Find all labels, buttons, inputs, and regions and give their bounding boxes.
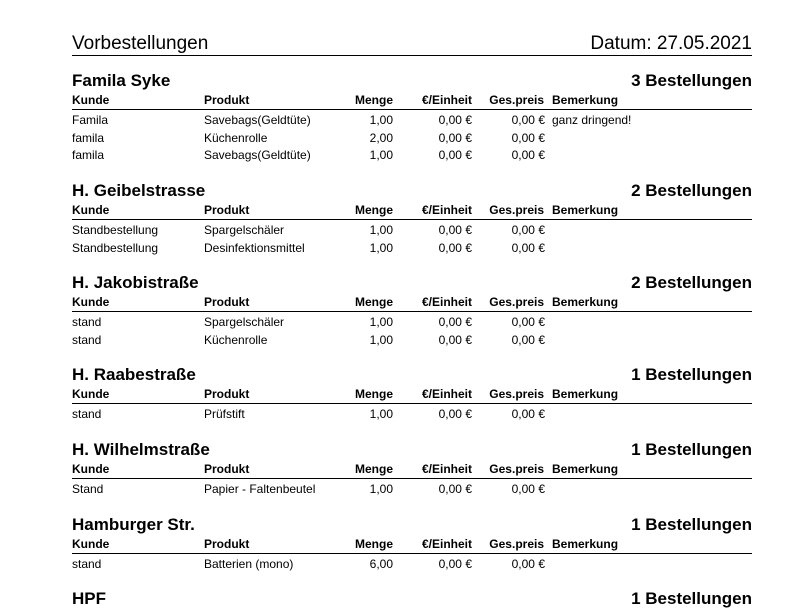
order-rows: [72, 556, 752, 574]
cell-kunde: Famila: [72, 113, 109, 127]
cell-einheit: 0,00 €: [438, 148, 472, 162]
cell-kunde: Standbestellung: [72, 223, 159, 237]
cell-einheit: 0,00 €: [438, 407, 472, 421]
column-header-bemerkung: Bemerkung: [552, 203, 619, 217]
cell-produkt: Prüfstift: [204, 407, 245, 421]
cell-einheit: 0,00 €: [438, 482, 472, 496]
column-header-bemerkung: Bemerkung: [552, 537, 619, 551]
column-header-einheit: €/Einheit: [421, 537, 472, 551]
group-title: Famila Syke: [72, 71, 171, 90]
cell-gespreis: 0,00 €: [511, 223, 545, 237]
column-header-menge: Menge: [354, 203, 393, 217]
cell-kunde: Stand: [72, 482, 104, 496]
group-order-count: 1 Bestellungen: [631, 440, 752, 459]
cell-menge: 2,00: [369, 130, 393, 145]
column-header-gespreis: Ges.preis: [489, 387, 544, 401]
column-header-kunde: Kunde: [72, 462, 110, 476]
column-header-row: [72, 387, 752, 404]
column-header-menge: Menge: [354, 537, 393, 551]
cell-menge: 1,00: [369, 240, 393, 255]
column-header-bemerkung: Bemerkung: [552, 387, 619, 401]
group-title: H. Wilhelmstraße: [72, 440, 210, 459]
cell-produkt: Savebags(Geldtüte): [204, 113, 311, 127]
order-rows: [72, 314, 752, 349]
column-header-gespreis: Ges.preis: [489, 295, 544, 309]
cell-menge: 1,00: [369, 315, 393, 329]
column-header-row: [72, 93, 752, 110]
column-header-row: [72, 537, 752, 554]
cell-menge: 6,00: [369, 557, 393, 571]
group-order-count: 2 Bestellungen: [631, 273, 752, 292]
table-row: [72, 222, 752, 240]
cell-kunde: stand: [72, 315, 102, 329]
order-rows: [72, 406, 752, 424]
table-row: [72, 240, 752, 258]
column-header-einheit: €/Einheit: [421, 93, 472, 107]
cell-produkt: Savebags(Geldtüte): [204, 148, 311, 162]
order-rows: [72, 481, 752, 499]
cell-bemerkung: ganz dringend!: [552, 113, 632, 127]
column-header-bemerkung: Bemerkung: [552, 93, 619, 107]
cell-kunde: famila: [72, 130, 105, 145]
cell-menge: 1,00: [369, 482, 393, 496]
table-row: [72, 481, 752, 499]
column-header-produkt: Produkt: [204, 537, 250, 551]
column-header-produkt: Produkt: [204, 387, 250, 401]
cell-produkt: Desinfektionsmittel: [204, 240, 305, 255]
cell-gespreis: 0,00 €: [511, 315, 545, 329]
column-header-row: [72, 462, 752, 479]
cell-einheit: 0,00 €: [438, 223, 472, 237]
cell-produkt: Küchenrolle: [204, 332, 268, 347]
column-header-einheit: €/Einheit: [421, 387, 472, 401]
group-order-count: 1 Bestellungen: [631, 365, 752, 384]
cell-menge: 1,00: [369, 407, 393, 421]
column-header-gespreis: Ges.preis: [489, 462, 544, 476]
column-header-produkt: Produkt: [204, 203, 250, 217]
cell-produkt: Spargelschäler: [204, 223, 285, 237]
cell-einheit: 0,00 €: [438, 240, 472, 255]
cell-einheit: 0,00 €: [438, 113, 472, 127]
cell-gespreis: 0,00 €: [511, 557, 545, 571]
cell-kunde: stand: [72, 332, 102, 347]
order-rows: [72, 112, 752, 165]
group-order-count: 2 Bestellungen: [631, 181, 752, 200]
column-header-row: [72, 295, 752, 312]
table-row: [72, 147, 752, 165]
cell-gespreis: 0,00 €: [511, 332, 545, 347]
column-header-kunde: Kunde: [72, 203, 110, 217]
table-row: [72, 406, 752, 424]
column-header-menge: Menge: [354, 295, 393, 309]
cell-einheit: 0,00 €: [438, 332, 472, 347]
cell-gespreis: 0,00 €: [511, 407, 545, 421]
column-header-gespreis: Ges.preis: [489, 537, 544, 551]
group-title: H. Geibelstrasse: [72, 181, 206, 200]
table-row: [72, 556, 752, 574]
column-header-produkt: Produkt: [204, 93, 250, 107]
group-title: H. Raabestraße: [72, 365, 196, 384]
column-header-einheit: €/Einheit: [421, 295, 472, 309]
cell-gespreis: 0,00 €: [511, 240, 545, 255]
cell-einheit: 0,00 €: [438, 557, 472, 571]
column-header-gespreis: Ges.preis: [489, 203, 544, 217]
column-header-einheit: €/Einheit: [421, 462, 472, 476]
column-header-produkt: Produkt: [204, 295, 250, 309]
table-row: [72, 112, 752, 130]
report-title: Vorbestellungen: [72, 33, 209, 54]
cell-produkt: Papier - Faltenbeutel: [204, 482, 316, 496]
column-header-menge: Menge: [354, 93, 393, 107]
cell-gespreis: 0,00 €: [511, 482, 545, 496]
column-header-gespreis: Ges.preis: [489, 93, 544, 107]
column-header-row: [72, 203, 752, 220]
group-order-count: 1 Bestellungen: [631, 589, 752, 608]
cell-gespreis: 0,00 €: [511, 148, 545, 162]
cell-kunde: Standbestellung: [72, 240, 159, 255]
cell-gespreis: 0,00 €: [511, 130, 545, 145]
group-title: H. Jakobistraße: [72, 273, 199, 292]
column-header-kunde: Kunde: [72, 537, 110, 551]
group-order-count: 1 Bestellungen: [631, 515, 752, 534]
cell-kunde: stand: [72, 557, 102, 571]
cell-menge: 1,00: [369, 332, 393, 347]
table-row: [72, 332, 752, 350]
cell-produkt: Küchenrolle: [204, 130, 268, 145]
table-row: [72, 314, 752, 332]
cell-kunde: famila: [72, 148, 105, 162]
column-header-menge: Menge: [354, 462, 393, 476]
column-header-menge: Menge: [354, 387, 393, 401]
cell-einheit: 0,00 €: [438, 130, 472, 145]
column-header-kunde: Kunde: [72, 387, 110, 401]
report-date: Datum: 27.05.2021: [590, 33, 752, 54]
cell-einheit: 0,00 €: [438, 315, 472, 329]
order-rows: [72, 222, 752, 257]
column-header-einheit: €/Einheit: [421, 203, 472, 217]
cell-kunde: stand: [72, 407, 102, 421]
report-header: [72, 33, 752, 56]
cell-produkt: Batterien (mono): [204, 557, 294, 571]
cell-menge: 1,00: [369, 113, 393, 127]
column-header-bemerkung: Bemerkung: [552, 462, 619, 476]
column-header-kunde: Kunde: [72, 93, 110, 107]
cell-produkt: Spargelschäler: [204, 315, 285, 329]
group-title: Hamburger Str.: [72, 515, 195, 534]
table-row: [72, 130, 752, 148]
group-order-count: 3 Bestellungen: [631, 71, 752, 90]
cell-gespreis: 0,00 €: [511, 113, 545, 127]
group-title: HPF: [72, 589, 106, 608]
column-header-kunde: Kunde: [72, 295, 110, 309]
column-header-bemerkung: Bemerkung: [552, 295, 619, 309]
cell-menge: 1,00: [369, 148, 393, 162]
column-header-produkt: Produkt: [204, 462, 250, 476]
cell-menge: 1,00: [369, 223, 393, 237]
